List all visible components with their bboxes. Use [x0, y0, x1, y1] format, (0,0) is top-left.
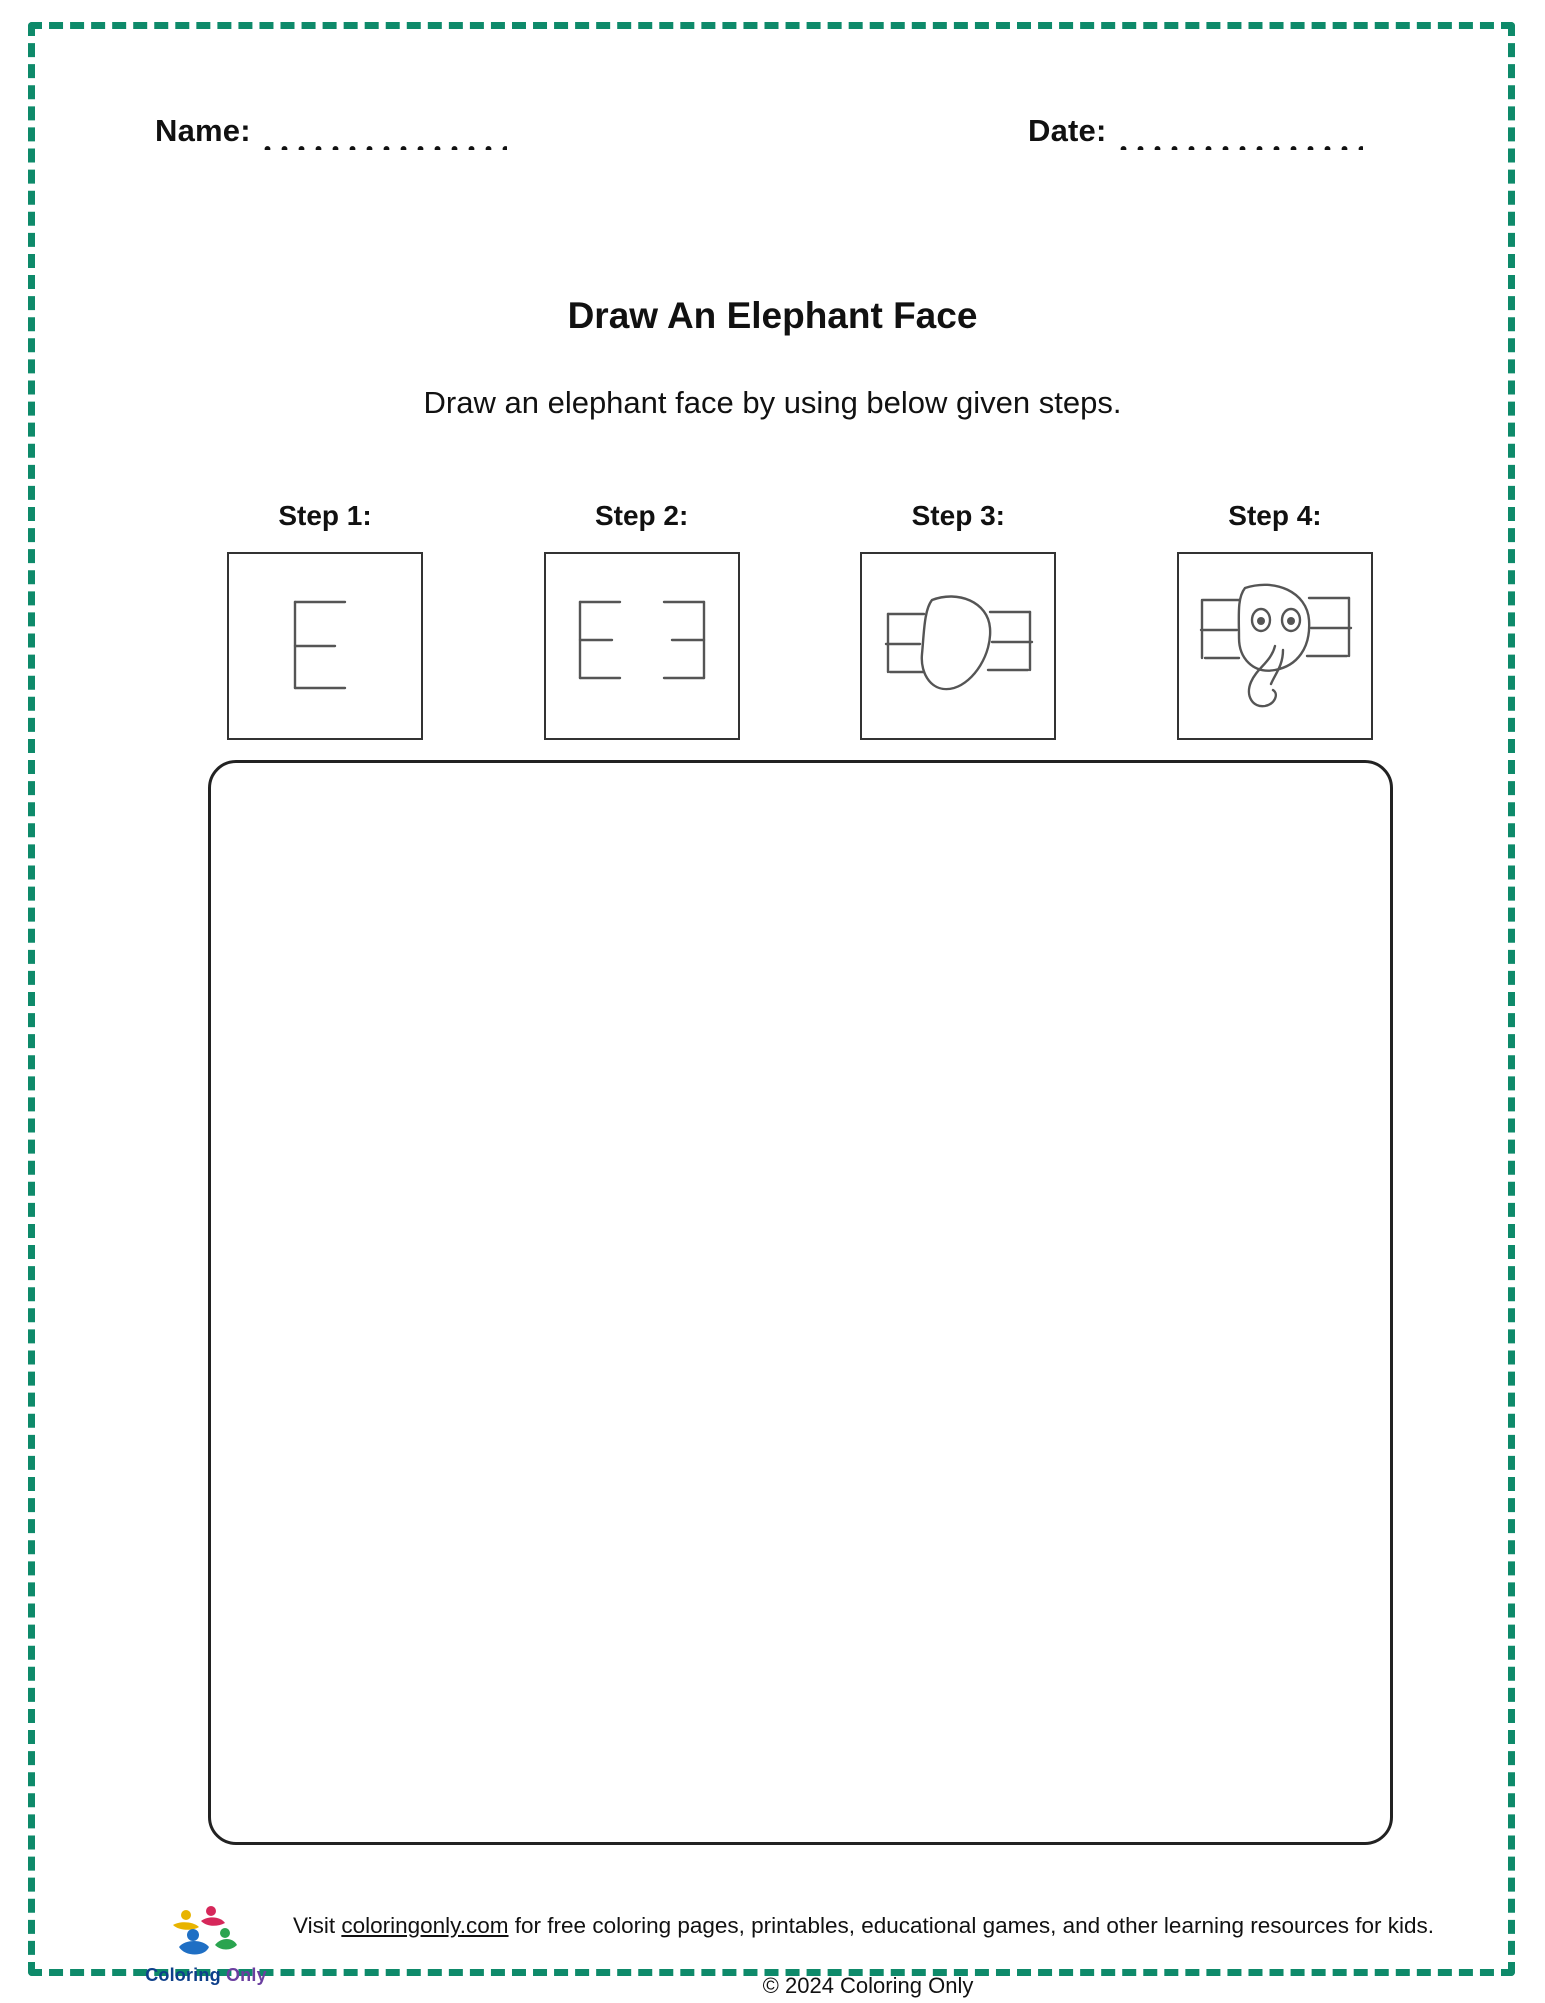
step-item [843, 500, 1073, 740]
logo-text-secondary: Only [225, 1965, 267, 1985]
elephant-head-outline-icon [862, 554, 1054, 738]
name-field-group [155, 115, 507, 150]
footer-copyright: © 2024 Coloring Only [762, 1973, 974, 1998]
step-item [527, 500, 757, 740]
logo-text [136, 1965, 276, 1986]
logo-text-primary: Coloring [145, 1965, 221, 1985]
step-3-illustration [860, 552, 1056, 740]
drawing-area[interactable] [208, 760, 1393, 1845]
date-label: Date: [1028, 113, 1107, 148]
step-label: Step 3: [911, 500, 1005, 531]
date-field-group [1028, 115, 1363, 150]
footer-visit-text [293, 1911, 1443, 1941]
page-subtitle: Draw an elephant face by using below given steps. [423, 385, 1122, 420]
name-label: Name: [155, 113, 251, 148]
step-label: Step 1: [278, 500, 372, 531]
step-4-illustration [1177, 552, 1373, 740]
footer-visit-prefix: Visit [293, 1913, 342, 1938]
page-footer [88, 1893, 1468, 2003]
site-logo [136, 1903, 276, 1986]
name-input-line[interactable] [259, 136, 507, 150]
page-title: Draw An Elephant Face [567, 295, 978, 336]
step-2-illustration [544, 552, 740, 740]
elephant-face-complete-icon [1179, 554, 1371, 738]
date-input-line[interactable] [1115, 136, 1363, 150]
step-1-illustration [227, 552, 423, 740]
step-label: Step 2: [594, 500, 689, 531]
letter-e-outline-icon [229, 554, 421, 738]
steps-row [210, 500, 1390, 740]
worksheet-content [60, 55, 1485, 1998]
step-item [1160, 500, 1390, 740]
step-label: Step 4: [1228, 500, 1322, 531]
name-date-row [60, 115, 1485, 175]
step-item [210, 500, 440, 740]
footer-visit-suffix: for free coloring pages, printables, educational games, and other learning resources for kids. [508, 1913, 1435, 1938]
footer-website-link[interactable]: coloringonly.com [341, 1913, 509, 1938]
letter-e-mirrored-pair-icon [546, 554, 738, 738]
coloring-only-logo-icon [163, 1903, 249, 1963]
